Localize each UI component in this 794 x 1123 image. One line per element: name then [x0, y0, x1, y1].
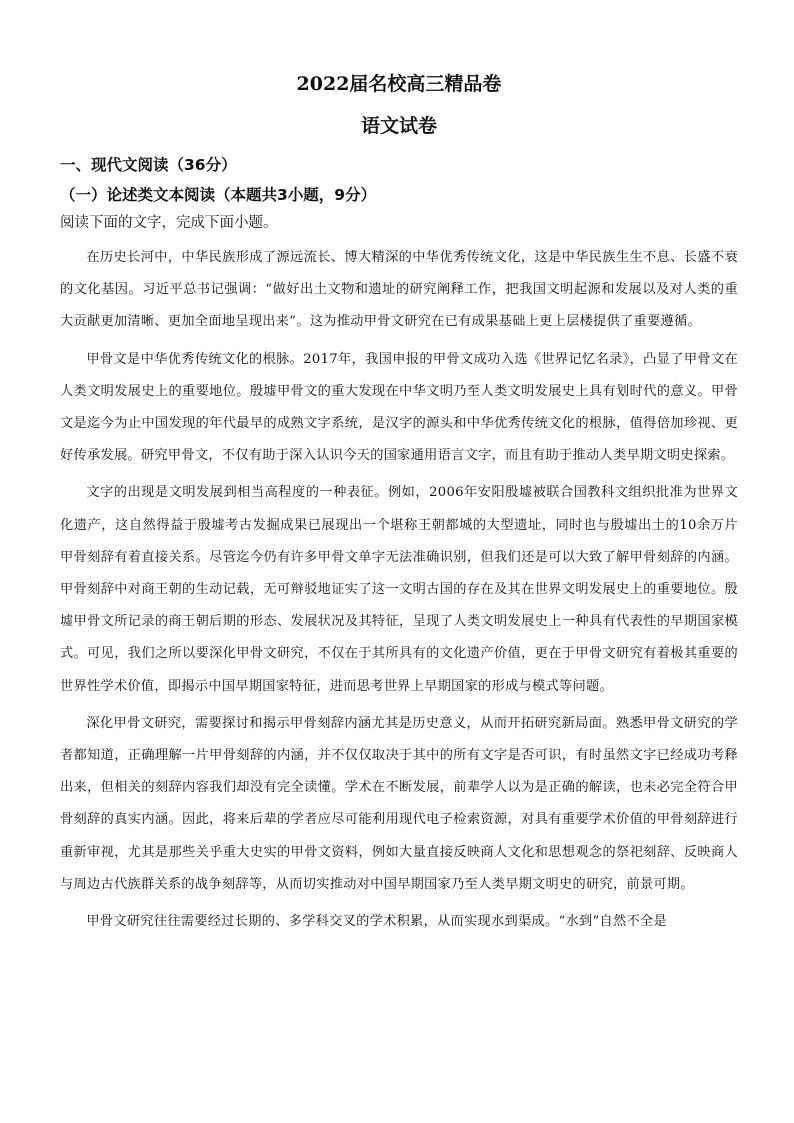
sub-section-heading: （一）论述类文本阅读（本题共3小题，9分）: [60, 186, 377, 204]
reading-instruction: 阅读下面的文字，完成下面小题。: [60, 215, 278, 231]
document-title: 2022届名校高三精品卷: [296, 73, 502, 95]
passage-paragraph-5: 甲骨文研究往往需要经过长期的、多学科交叉的学术积累，从而实现水到渠成。“水到”自然不全是: [86, 914, 667, 930]
passage-paragraph-3: 文字的出现是文明发展到相当高程度的一种表征。例如，2006年安阳殷墟被联合国教科文组织批准为世界文化遗产，这自然得益于殷墟考古发掘成果已展现出一个堪称王朝都城的大型遗址，同时也与殷墟出土的10余万片甲骨刻辞有着直接关系。尽管迄今仍有许多甲骨文单字无法准确识别，但我们还是可以大致了解甲骨刻辞的内涵。甲骨刻辞中对商王朝的生动记载，无可辩驳地证实了这一文明古国的存在及其在世界文明发展史上的重要地位。殷墟甲骨文所记录的商王朝后期的形态、发展状况及其特征，呈现了人类文明发展史上一种具有代表性的早期国家模式。可见，我们之所以要深化甲骨文研究，不仅在于其所具有的文化遗产价值，更在于甲骨文研究有着极其重要的世界性学术价值，即揭示中国早期国家特征，进而思考世界上早期国家的形成与模式等问题。: [60, 485, 738, 694]
passage-paragraph-1: 在历史长河中，中华民族形成了源远流长、博大精深的中华优秀传统文化，这是中华民族生生不息、长盛不衰的文化基因。习近平总书记强调：“做好出土文物和遗址的研究阐释工作，把我国文明起源和发展以及对人类的重大贡献更加清晰、更加全面地呈现出来”。这为推动甲骨文研究在已有成果基础上更上层楼提供了重要遵循。: [60, 250, 738, 330]
passage-paragraph-4: 深化甲骨文研究，需要探讨和揭示甲骨刻辞内涵尤其是历史意义，从而开拓研究新局面。熟悉甲骨文研究的学者都知道，正确理解一片甲骨刻辞的内涵，并不仅仅取决于其中的所有文字是否可识，有时虽然文字已经成功考释出来，但相关的刻辞内容我们却没有完全读懂。学术在不断发展，前辈学人以为是正确的解读，也未必完全符合甲骨刻辞的真实内涵。因此，将来后辈的学者应尽可能利用现代电子检索资源，对具有重要学术价值的甲骨刻辞进行重新审视，尤其是那些关乎重大史实的甲骨文资料，例如大量直接反映商人文化和思想观念的祭祀刻辞、反映商人与周边古代族群关系的战争刻辞等，从而切实推动对中国早期国家乃至人类早期文明史的研究，前景可期。: [60, 715, 738, 892]
section-heading: 一、现代文阅读（36分）: [60, 156, 237, 174]
document-subtitle: 语文试卷: [360, 115, 437, 137]
passage-paragraph-2: 甲骨文是中华优秀传统文化的根脉。2017年，我国申报的甲骨文成功入选《世界记忆名录》，凸显了甲骨文在人类文明发展史上的重要地位。殷墟甲骨文的重大发现在中华文明乃至人类文明发展史上具有划时代的意义。甲骨文是迄今为止中国发现的年代最早的成熟文字系统，是汉字的源头和中华优秀传统文化的根脉，值得倍加珍视、更好传承发展。研究甲骨文，不仅有助于深入认识今天的国家通用语言文字，而且有助于推动人类早期文明史探索。: [60, 351, 738, 464]
